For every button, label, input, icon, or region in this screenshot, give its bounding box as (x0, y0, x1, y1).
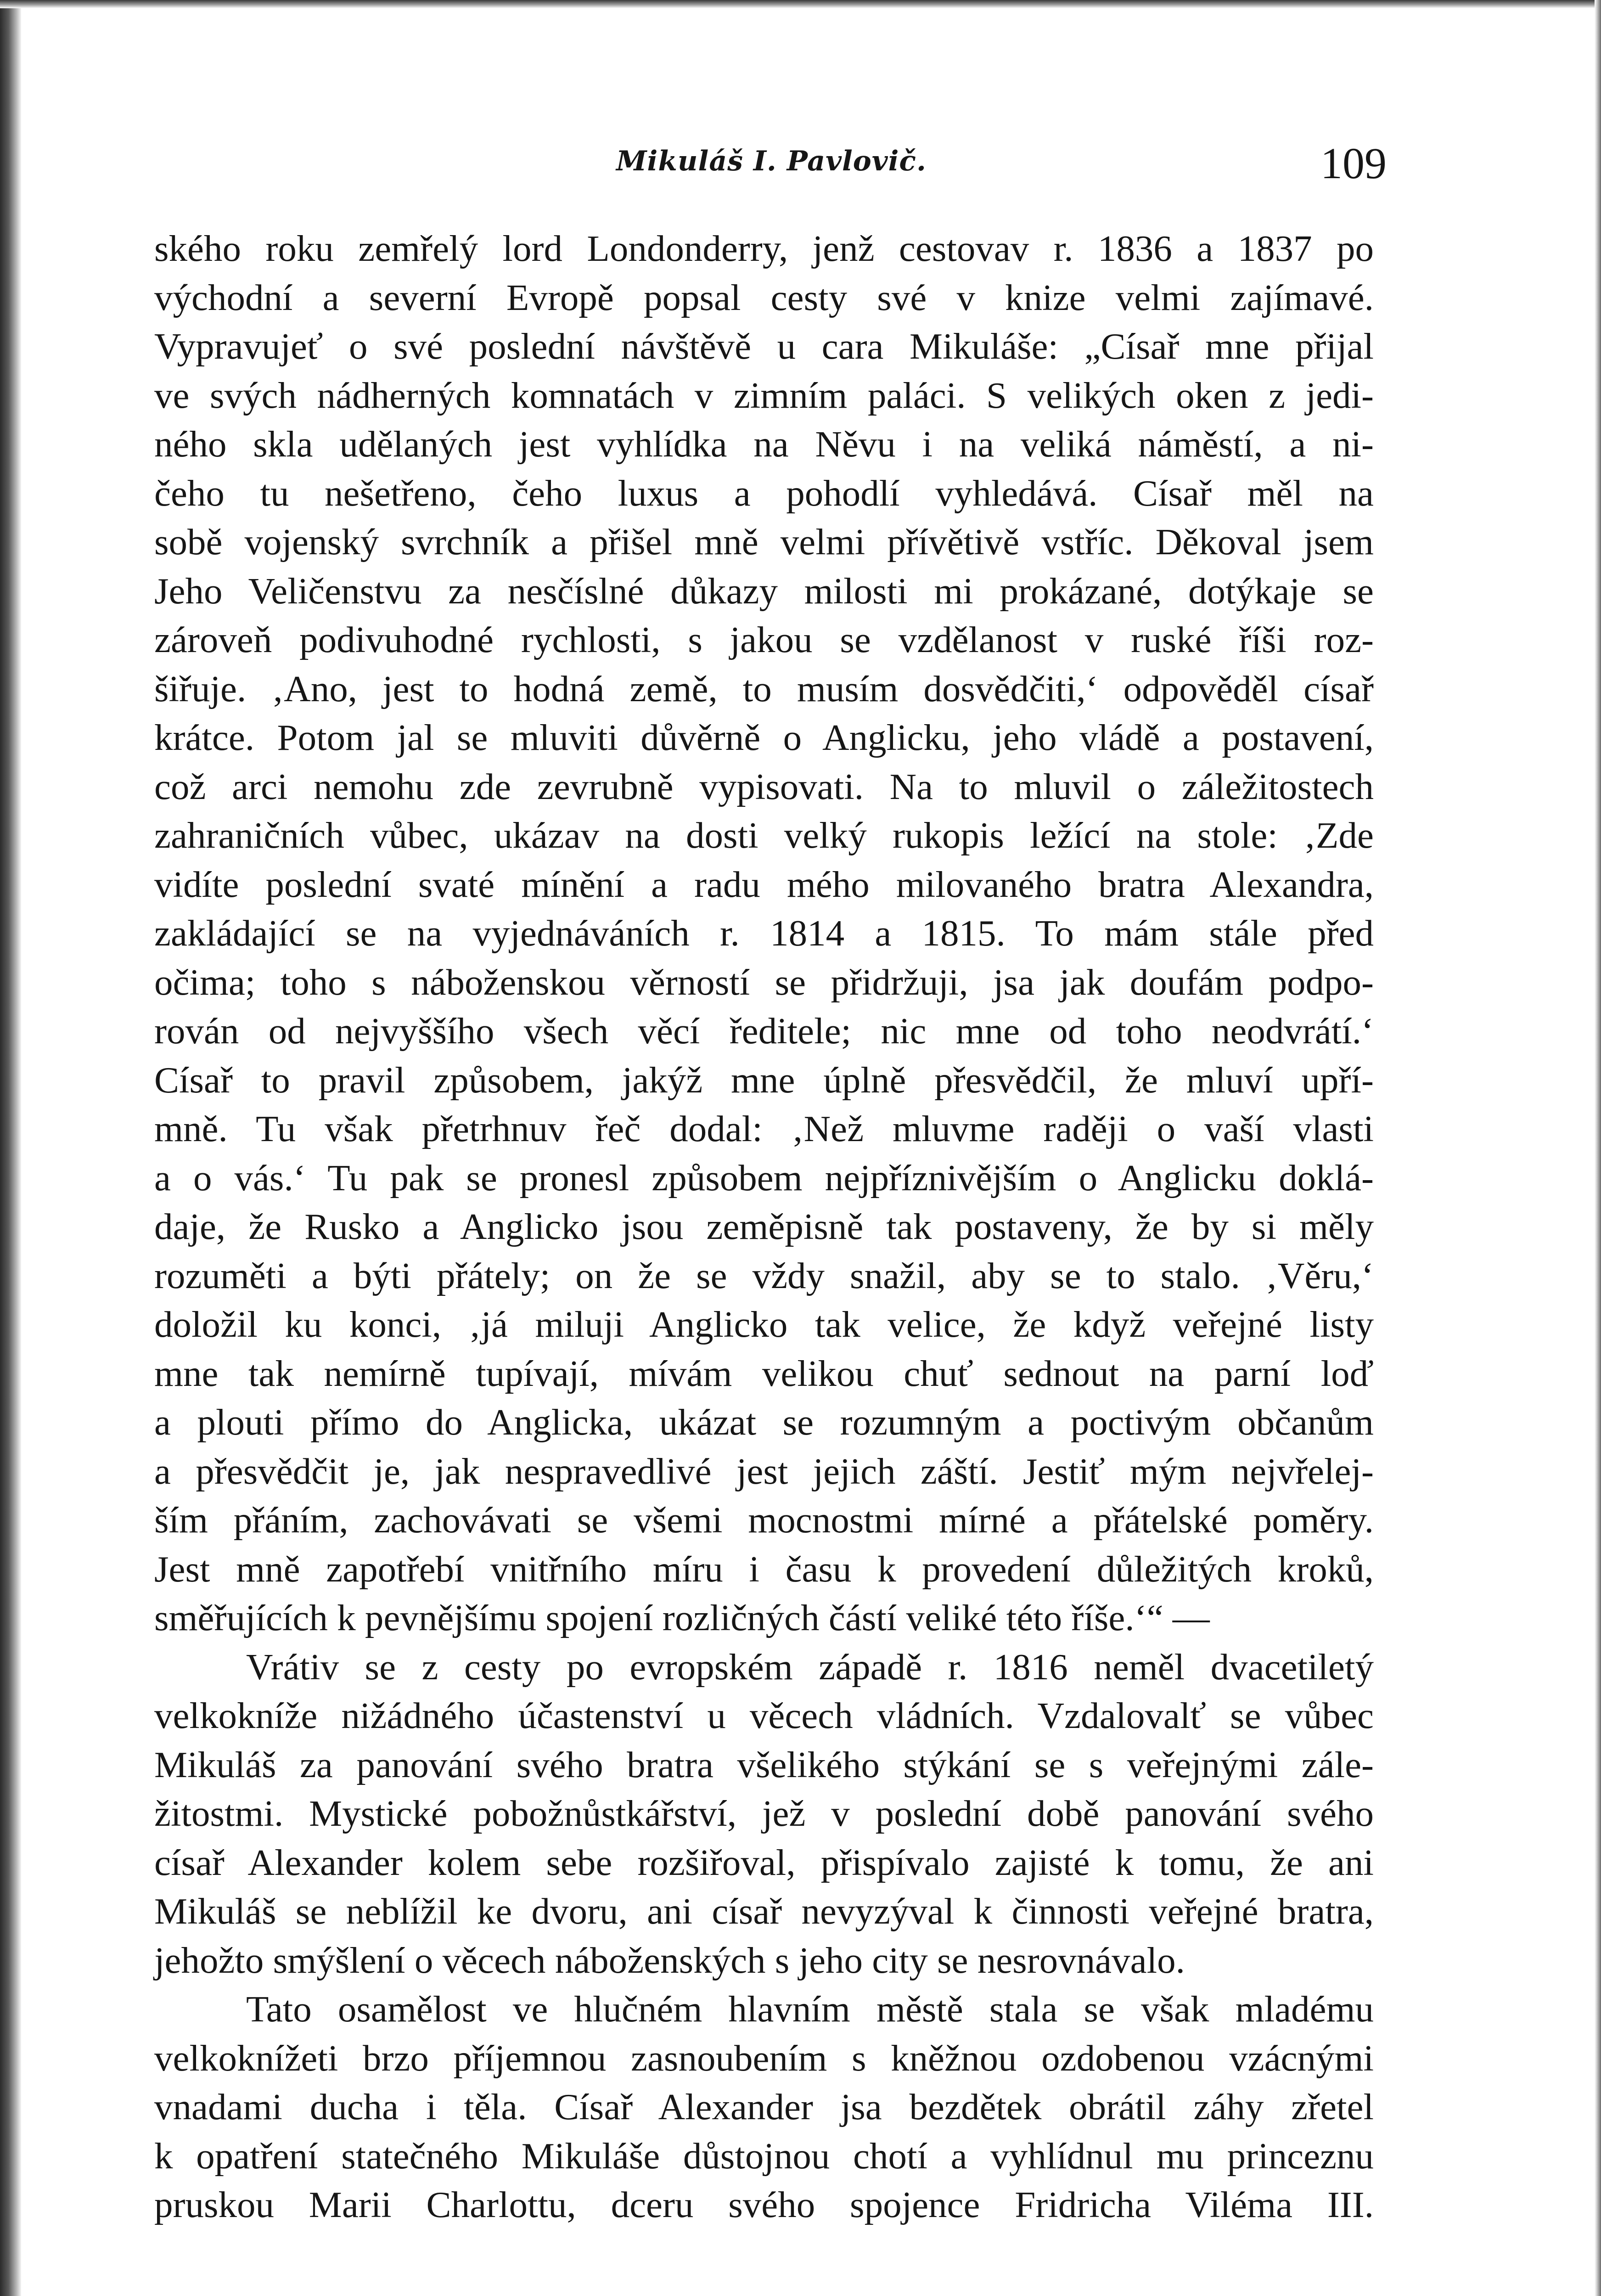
paragraph-first-line: Vrátiv se z cesty po evropském západě r. 1816 neměl dvacetiletý (246, 1646, 1374, 1688)
text-line: východní a severní Evropě popsal cesty své v knize velmi zajímavé. (154, 276, 1374, 318)
text-line: vnadami ducha i těla. Císař Alexander jsa bezdětek obrátil záhy zřetel (154, 2086, 1374, 2127)
text-line: ského roku zemřelý lord Londonderry, jenž cestovav r. 1836 a 1837 po (154, 228, 1374, 269)
text-line: zahraničních vůbec, ukázav na dosti velký rukopis ležící na stole: ‚Zde (154, 815, 1374, 856)
page-top-edge-shadow (0, 0, 1601, 8)
text-line: jehožto smýšlení o věcech náboženských s jeho city se nesrovnávalo. (154, 1939, 1185, 1981)
text-line: a plouti přímo do Anglicka, ukázat se rozumným a poctivým občanům (154, 1401, 1374, 1443)
text-line: mne tak nemírně tupívají, mívám velikou chuť sednout na parní loď (154, 1352, 1374, 1394)
text-line: Mikuláš za panování svého bratra všelikého stýkání se s veřejnými zále- (154, 1744, 1374, 1785)
text-line: Jest mně zapotřebí vnitřního míru i času k provedení důležitých kroků, (154, 1548, 1374, 1590)
body-text (154, 224, 1374, 2229)
text-line: Mikuláš se neblížil ke dvoru, ani císař nevyzýval k činnosti veřejné bratra, (154, 1891, 1374, 1932)
text-line: a přesvědčit je, jak nespravedlivé jest jejich záští. Jestiť mým nejvřelej- (154, 1450, 1374, 1492)
text-line: Císař to pravil způsobem, jakýž mne úplně přesvědčil, že mluví upří- (154, 1059, 1374, 1101)
text-line: pruskou Marii Charlottu, dceru svého spojence Fridricha Viléma III. (154, 2184, 1374, 2225)
text-line: šiřuje. ‚Ano, jest to hodná země, to musím dosvědčiti,‘ odpověděl císař (154, 668, 1374, 709)
text-line: sobě vojenský svrchník a přišel mně velmi přívětivě vstříc. Děkoval jsem (154, 521, 1374, 563)
text-line: zakládající se na vyjednáváních r. 1814 a 1815. To mám stále před (154, 912, 1374, 954)
text-line: rozuměti a býti přátely; on že se vždy snažil, aby se to stalo. ‚Věru,‘ (154, 1255, 1374, 1296)
text-line: doložil ku konci, ‚já miluji Anglicko tak velice, že když veřejné listy (154, 1304, 1374, 1345)
text-line: čeho tu nešetřeno, čeho luxus a pohodlí vyhledává. Císař měl na (154, 472, 1374, 514)
page-number: 109 (1320, 139, 1387, 188)
page-header (156, 138, 1387, 202)
text-line: k opatření statečného Mikuláše důstojnou chotí a vyhlídnul mu princeznu (154, 2135, 1374, 2177)
text-line: ším přáním, zachovávati se všemi mocnostmi mírné a přátelské poměry. (154, 1499, 1374, 1541)
text-line: císař Alexander kolem sebe rozšiřoval, přispívalo zajisté k tomu, že ani (154, 1841, 1374, 1883)
text-line: krátce. Potom jal se mluviti důvěrně o Anglicku, jeho vládě a postavení, (154, 717, 1374, 758)
text-line: rován od nejvyššího všech věcí ředitele; nic mne od toho neodvrátí.‘ (154, 1010, 1374, 1052)
text-line: směřujících k pevnějšímu spojení rozličných částí veliké této říše.‘“ — (154, 1597, 1210, 1638)
text-line: Jeho Veličenstvu za nesčíslné důkazy milosti mi prokázané, dotýkaje se (154, 570, 1374, 612)
page-right-edge-shadow (1595, 0, 1601, 2296)
text-line: daje, že Rusko a Anglicko jsou zeměpisně tak postaveny, že by si měly (154, 1206, 1374, 1247)
text-line: zároveň podivuhodné rychlosti, s jakou se vzdělanost v ruské říši roz- (154, 619, 1374, 660)
text-line: velkoknížeti brzo příjemnou zasnoubením s kněžnou ozdobenou vzácnými (154, 2037, 1374, 2079)
running-head: Mikuláš I. Pavlovič. (616, 145, 927, 177)
text-line: očima; toho s náboženskou věrností se přidržuji, jsa jak doufám podpo- (154, 961, 1374, 1003)
text-line: Vypravujeť o své poslední návštěvě u cara Mikuláše: „Císař mne přijal (154, 326, 1374, 367)
paragraph-first-line: Tato osamělost ve hlučném hlavním městě stala se však mladému (246, 1988, 1374, 2030)
text-line: ného skla udělaných jest vyhlídka na Něvu i na veliká náměstí, a ni- (154, 423, 1374, 465)
text-line: vidíte poslední svaté mínění a radu mého milovaného bratra Alexandra, (154, 863, 1374, 905)
book-binding-shadow (0, 0, 21, 2296)
text-line: velkokníže nižádného účastenství u věcech vládních. Vzdalovalť se vůbec (154, 1695, 1374, 1736)
text-line: ve svých nádherných komnatách v zimním paláci. S velikých oken z jedi- (154, 374, 1374, 416)
text-line: a o vás.‘ Tu pak se pronesl způsobem nejpříznivějším o Anglicku doklá- (154, 1157, 1374, 1199)
text-line: mně. Tu však přetrhnuv řeč dodal: ‚Než mluvme raději o vaší vlasti (154, 1108, 1374, 1149)
text-line: žitostmi. Mystické pobožnůstkářství, jež v poslední době panování svého (154, 1793, 1374, 1834)
text-line: což arci nemohu zde zevrubně vypisovati. Na to mluvil o záležitostech (154, 765, 1374, 807)
